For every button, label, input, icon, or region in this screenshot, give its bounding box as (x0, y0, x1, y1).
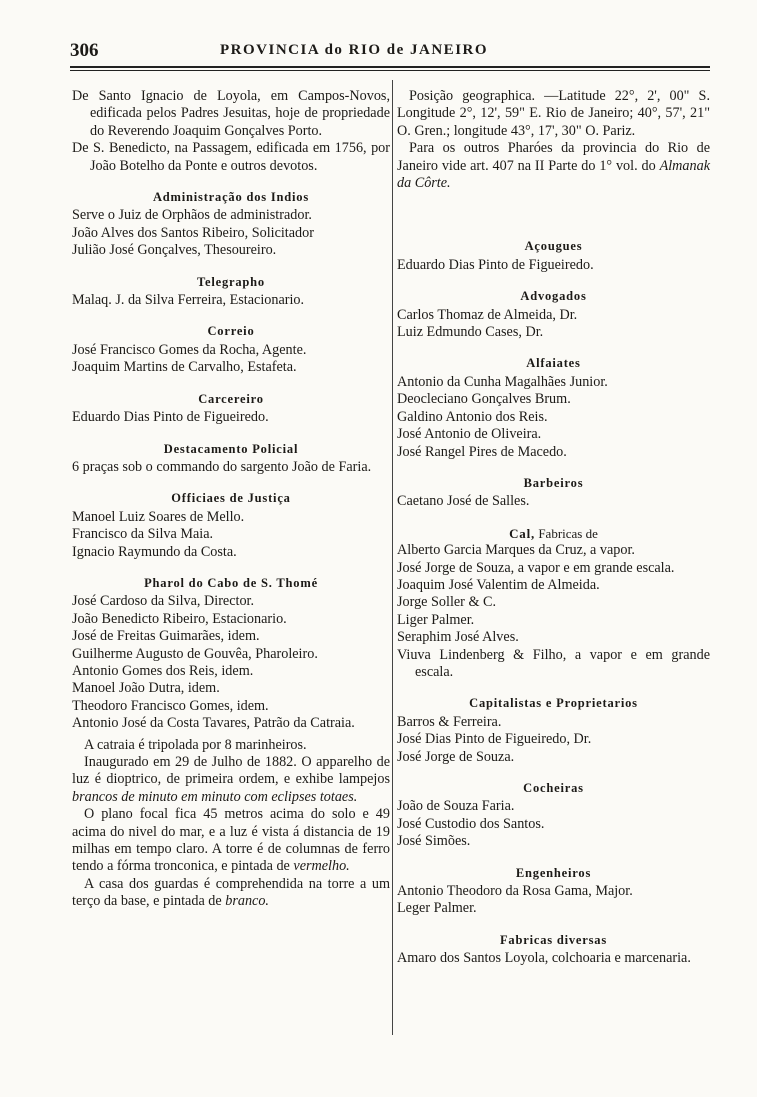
entry-line: Antonio José da Costa Tavares, Patrão da Catraia. (72, 715, 355, 732)
entry-line: Viuva Lindenberg & Filho, a vapor e em grande escala. (397, 646, 710, 680)
entry-line: João Benedicto Ribeiro, Estacionario. (72, 610, 287, 627)
running-title: PROVINCIA do RIO de JANEIRO (220, 42, 489, 58)
section-title: Destacamento Policial (163, 441, 299, 456)
section-title: Telegrapho (197, 274, 265, 289)
section-title: Engenheiros (515, 865, 592, 880)
section-title: Barbeiros (523, 475, 584, 490)
entry-line: José Custodio dos Santos. (397, 815, 545, 832)
entry-line: Carlos Thomaz de Almeida, Dr. (397, 306, 578, 323)
entry-line: Amaro dos Santos Loyola, colchoaria e marcenaria. (397, 950, 691, 967)
entry-line: Manoel João Dutra, idem. (72, 680, 220, 697)
section-title: Administração dos Indios (152, 190, 310, 205)
entry-line: João Alves dos Santos Ribeiro, Solicitador (72, 224, 314, 241)
entry-line: José Rangel Pires de Macedo. (397, 443, 567, 460)
section-title: Alfaiates (526, 356, 581, 371)
entry-line: Ignacio Raymundo da Costa. (72, 543, 237, 560)
entry-line: Alberto Garcia Marques da Cruz, a vapor. (397, 542, 635, 559)
entry-line: Malaq. J. da Silva Ferreira, Estacionario. (72, 292, 305, 309)
section-title: Cocheiras (523, 781, 584, 795)
entry-line: Leger Palmer. (397, 900, 477, 917)
entry-line: Seraphim José Alves. (397, 629, 519, 646)
entry-line: Francisco da Silva Maia. (72, 526, 214, 543)
section-title: Correio (207, 324, 255, 339)
lighthouse-paragraph: O plano focal fica 45 metros acima do solo e 49 acima do nivel do mar, e a luz é vista á distancia de 19 milhas em tempo claro. A torre é de columnas de ferro tendo a fórma tronconica, e pintada de vermelho. (72, 806, 390, 875)
lighthouse-paragraph: Inaugurado em 29 de Julho de 1882. O apparelho de luz é dioptrico, de primeira ordem, e exhibe lampejos brancos de minuto em minuto com eclipses totaes. (72, 754, 390, 805)
entry-line: Antonio da Cunha Magalhães Junior. (397, 373, 608, 390)
entry-line: Deocleciano Gonçalves Brum. (397, 391, 571, 408)
section-title: Capitalistas e Proprietarios (469, 696, 638, 711)
entry-line: Caetano José de Salles. (397, 493, 530, 510)
church-entry: De Santo Ignacio de Loyola, em Campos-Novos, edificada pelos Padres Jesuitas, hoje de propriedade do Reverendo Joaquim Gonçalves Porto. (72, 88, 390, 139)
entry-line: Serve o Juiz de Orphãos de administrador. (72, 207, 312, 224)
entry-line: João de Souza Faria. (397, 798, 515, 815)
entry-line: Joaquim José Valentim de Almeida. (397, 576, 600, 593)
column-divider (392, 80, 393, 1035)
entry-line: Luiz Edmundo Cases, Dr. (397, 324, 544, 341)
page-number: 306 (70, 40, 99, 61)
entry-line: Liger Palmer. (397, 611, 475, 628)
entry-line: Guilherme Augusto de Gouvêa, Pharoleiro. (72, 645, 318, 662)
pharol-reference: Para os outros Pharóes da provincia do Rio de Janeiro vide art. 407 na II Parte do 1° vol. do Almanak da Côrte. (397, 140, 710, 192)
entry-line: Julião José Gonçalves, Thesoureiro. (72, 242, 277, 259)
section-title: Officiaes de Justiça (171, 491, 291, 506)
entry-line: Manoel Luiz Soares de Mello. (72, 508, 245, 525)
entry-line: José Francisco Gomes da Rocha, Agente. (72, 341, 307, 358)
entry-line: José Cardoso da Silva, Director. (72, 593, 255, 610)
section-title: Cal, Fabricas de (509, 525, 598, 541)
header-rule (70, 66, 710, 68)
entry-line: Galdino Antonio dos Reis. (397, 408, 548, 425)
entry-line: José Antonio de Oliveira. (397, 426, 542, 443)
entry-line: Antonio Theodoro da Rosa Gama, Major. (397, 883, 633, 900)
left-column (72, 88, 390, 911)
entry-line: Antonio Gomes dos Reis, idem. (72, 662, 254, 679)
entry-line: José Jorge de Souza, a vapor e em grande escala. (397, 559, 675, 576)
section-title: Pharol do Cabo de S. Thomé (144, 575, 318, 590)
entry-line: José Jorge de Souza. (397, 748, 515, 765)
entry-line: 6 praças sob o commando do sargento João de Faria. (72, 458, 372, 475)
right-column (397, 88, 710, 968)
section-title: Carcereiro (198, 391, 264, 406)
church-entry: De S. Benedicto, na Passagem, edificada em 1756, por João Botelho da Ponte e outros devotos. (72, 140, 390, 174)
entry-line: José de Freitas Guimarães, idem. (72, 628, 260, 645)
entry-line: Joaquim Martins de Carvalho, Estafeta. (72, 359, 297, 376)
entry-line: Theodoro Francisco Gomes, idem. (72, 697, 269, 714)
section-title: Advogados (520, 289, 587, 304)
section-title: Fabricas diversas (500, 932, 607, 947)
geographic-position: Posição geographica. —Latitude 22°, 2', 00" S. Longitude 2°, 12', 59" E. Rio de Janeiro; 40°, 57', 21" O. Gren.; longitude 43°, 17', 30" O. Pariz. (397, 88, 710, 139)
entry-line: Jorge Soller & C. (397, 594, 497, 611)
section-title: Açougues (524, 239, 583, 254)
entry-line: José Dias Pinto de Figueiredo, Dr. (397, 731, 592, 748)
entry-line: José Simões. (397, 833, 471, 850)
lighthouse-paragraph: A catraia é tripolada por 8 marinheiros. (84, 736, 307, 753)
entry-line: Eduardo Dias Pinto de Figueiredo. (397, 256, 594, 273)
lighthouse-paragraph: A casa dos guardas é comprehendida na torre a um terço da base, e pintada de branco. (72, 875, 390, 910)
entry-line: Barros & Ferreira. (397, 713, 502, 730)
header-rule-thin (70, 70, 710, 71)
entry-line: Eduardo Dias Pinto de Figueiredo. (72, 409, 269, 426)
